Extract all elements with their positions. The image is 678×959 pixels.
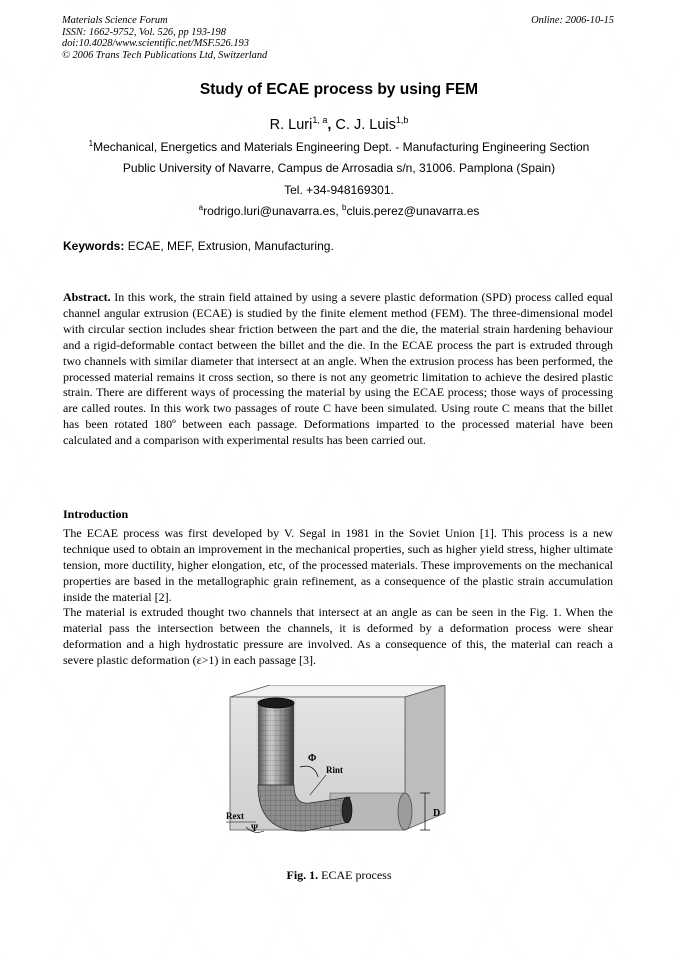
author-separator: , xyxy=(327,116,336,133)
journal-header xyxy=(62,15,267,61)
billet-end xyxy=(342,797,352,823)
keywords-text: ECAE, MEF, Extrusion, Manufacturing. xyxy=(124,239,334,253)
ecae-figure xyxy=(210,685,470,860)
label-rint: Rint xyxy=(326,765,344,775)
author-name: R. Luri xyxy=(269,116,313,133)
figure-caption xyxy=(0,868,678,883)
author-affil-mark: 1,b xyxy=(395,115,409,125)
author-name: C. J. Luis xyxy=(335,116,396,133)
billet-mesh xyxy=(258,703,294,789)
outlet-opening xyxy=(398,793,412,830)
abstract-paragraph xyxy=(63,290,613,449)
keywords-label: Keywords: xyxy=(63,239,125,253)
label-d: D xyxy=(433,808,441,819)
figure-caption-text: ECAE process xyxy=(318,868,392,882)
affiliation-dept xyxy=(0,139,678,154)
keywords-line xyxy=(63,239,334,253)
issn-line: ISSN: 1662-9752, Vol. 526, pp 193-198 xyxy=(62,26,226,38)
billet-top xyxy=(258,698,294,708)
doi-line[interactable]: doi:10.4028/www.scientific.net/MSF.526.193 xyxy=(62,38,249,49)
email-mark: b xyxy=(342,203,347,212)
author-affil-mark: 1, a xyxy=(312,115,328,125)
abstract-label: Abstract. xyxy=(63,290,111,304)
intro-paragraph-1: The ECAE process was first developed by V. Segal in 1981 in the Soviet Union [1]. This process is a new technique used to obtain an improvement in the mechanical properties, such as higher yield stress, higher ultimate tension, more ductility, higher elongation, etc, of the processed materials. These improvements on the mechanical properties are based in the metallographic grain refinement, as a consequence of the plastic strain accumulation inside the material [2]. xyxy=(63,526,613,604)
email-link[interactable]: rodrigo.luri@unavarra.es, xyxy=(203,204,342,218)
label-rext: Rext xyxy=(226,811,244,821)
journal-name: Materials Science Forum xyxy=(62,15,168,26)
affil-dept-text: Mechanical, Energetics and Materials Engineering Dept. - Manufacturing Engineering Section xyxy=(93,140,590,154)
label-psi: Ψ xyxy=(251,823,259,833)
email-link[interactable]: cluis.perez@unavarra.es xyxy=(346,204,480,218)
figure-caption-label: Fig. 1. xyxy=(286,868,319,882)
label-phi: Φ xyxy=(308,753,317,764)
affil-mark: 1 xyxy=(88,139,94,148)
abstract-text: In this work, the strain field attained by using a severe plastic deformation (SPD) process called equal channel angular extrusion (ECAE) is studied by the finite element method (FEM). The three-dimensional model with circular section includes shear friction between the part and the die, the material strain hardening behaviour and a rigid-deformable contact between the billet and the die. In the ECAE process the part is extruded through two channels with similar diameter that intersect at an angle. When the extrusion process has been performed, the processed material remains it cross section, so there is not any geometric limitation to achieve the desired plastic strain. There are different ways of processing the material by using the ECAE process; those ways of processing are called routes. In this work two passages of route C have been simulated. Using route C means that the billet has been rotated 180º between each passage. Deformations imparted to the processed material have been calculated and a comparison with experimental results has been carried out. xyxy=(63,290,613,448)
intro-paragraph-2: The material is extruded thought two channels that intersect at an angle as can be seen in the Fig. 1. When the material pass the intersection between the channels, it is deformed by a deformation process were shear deformation and a high hydrostatic pressure are involved. As a consequence of this, the material can reach a severe plastic deformation (ε>1) in each passage [3]. xyxy=(63,605,613,667)
online-date: Online: 2006-10-15 xyxy=(531,15,614,26)
affiliation-phone: Tel. +34-948169301. xyxy=(284,183,394,197)
email-mark: a xyxy=(198,203,204,212)
copyright-line: © 2006 Trans Tech Publications Ltd, Switzerland xyxy=(62,49,268,61)
paper-title: Study of ECAE process by using FEM xyxy=(199,81,479,98)
affiliation-emails xyxy=(0,203,678,218)
affiliation-university: Public University of Navarre, Campus de Arrosadia s/n, 31006. Pamplona (Spain) xyxy=(122,161,556,175)
section-heading-introduction: Introduction xyxy=(63,507,129,521)
author-line xyxy=(0,115,678,133)
